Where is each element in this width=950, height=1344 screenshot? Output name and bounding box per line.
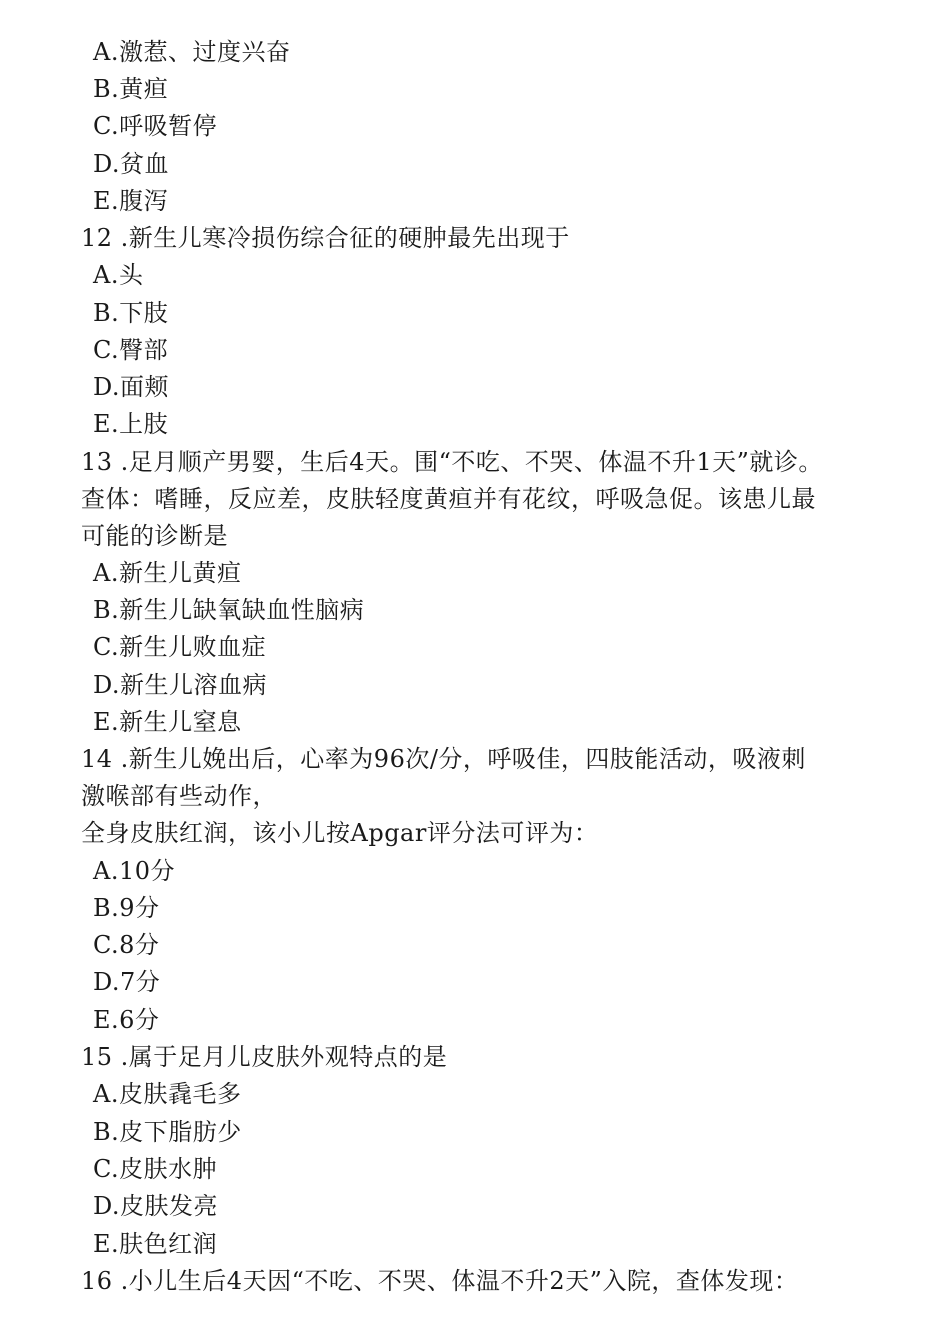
q15-option-e: E.肤色红润 (93, 1230, 218, 1258)
q15-option-b: B.皮下脂肪少 (93, 1118, 242, 1146)
q14-option-a: A.10分 (93, 857, 175, 885)
q15-option-c: C.皮肤水肿 (93, 1155, 218, 1183)
q13-option-d: D.新生儿溶血病 (93, 671, 268, 699)
q14-option-b: B.9分 (93, 894, 160, 922)
q11-option-e: E.腹泻 (93, 187, 169, 215)
q12-stem: 12 .新生儿寒冷损伤综合征的硬肿最先出现于 (81, 224, 570, 252)
q11-option-a: A.激惹、过度兴奋 (93, 38, 291, 66)
q13-option-c: C.新生儿败血症 (93, 633, 267, 661)
q14-option-d: D.7分 (93, 968, 161, 996)
q14-option-e: E.6分 (93, 1006, 160, 1034)
q15-option-d: D.皮肤发亮 (93, 1192, 219, 1220)
q11-option-c: C.呼吸暂停 (93, 112, 218, 140)
q13-option-b: B.新生儿缺氧缺血性脑病 (93, 596, 365, 624)
q15-option-a: A.皮肤毳毛多 (93, 1080, 242, 1108)
q13-stem-line-3: 可能的诊断是 (81, 522, 228, 550)
q14-stem-line-2: 激喉部有些动作， (81, 782, 277, 810)
q13-stem-line-2: 查体：嗜睡，反应差，皮肤轻度黄疸并有花纹，呼吸急促。该患儿最 (81, 485, 816, 513)
q12-option-c: C.臀部 (93, 336, 169, 364)
q13-option-a: A.新生儿黄疸 (93, 559, 242, 587)
q13-stem-line-1: 13 .足月顺产男婴，生后4天。围“不吃、不哭、体温不升1天”就诊。 (81, 448, 823, 476)
q12-option-a: A.头 (93, 261, 144, 289)
q11-option-d: D.贫血 (93, 150, 170, 178)
q14-stem-line-1: 14 .新生儿娩出后，心率为96次/分，呼吸佳，四肢能活动，吸液刺 (81, 745, 806, 773)
q14-option-c: C.8分 (93, 931, 160, 959)
q14-stem-line-3: 全身皮肤红润，该小儿按Apgar评分法可评为： (81, 819, 599, 847)
q12-option-e: E.上肢 (93, 410, 169, 438)
q15-stem: 15 .属于足月儿皮肤外观特点的是 (81, 1043, 448, 1071)
q12-option-d: D.面颊 (93, 373, 170, 401)
q11-option-b: B.黄疸 (93, 75, 169, 103)
q16-stem: 16 .小儿生后4天因“不吃、不哭、体温不升2天”入院，查体发现： (81, 1267, 799, 1295)
q13-option-e: E.新生儿窒息 (93, 708, 242, 736)
q12-option-b: B.下肢 (93, 299, 169, 327)
